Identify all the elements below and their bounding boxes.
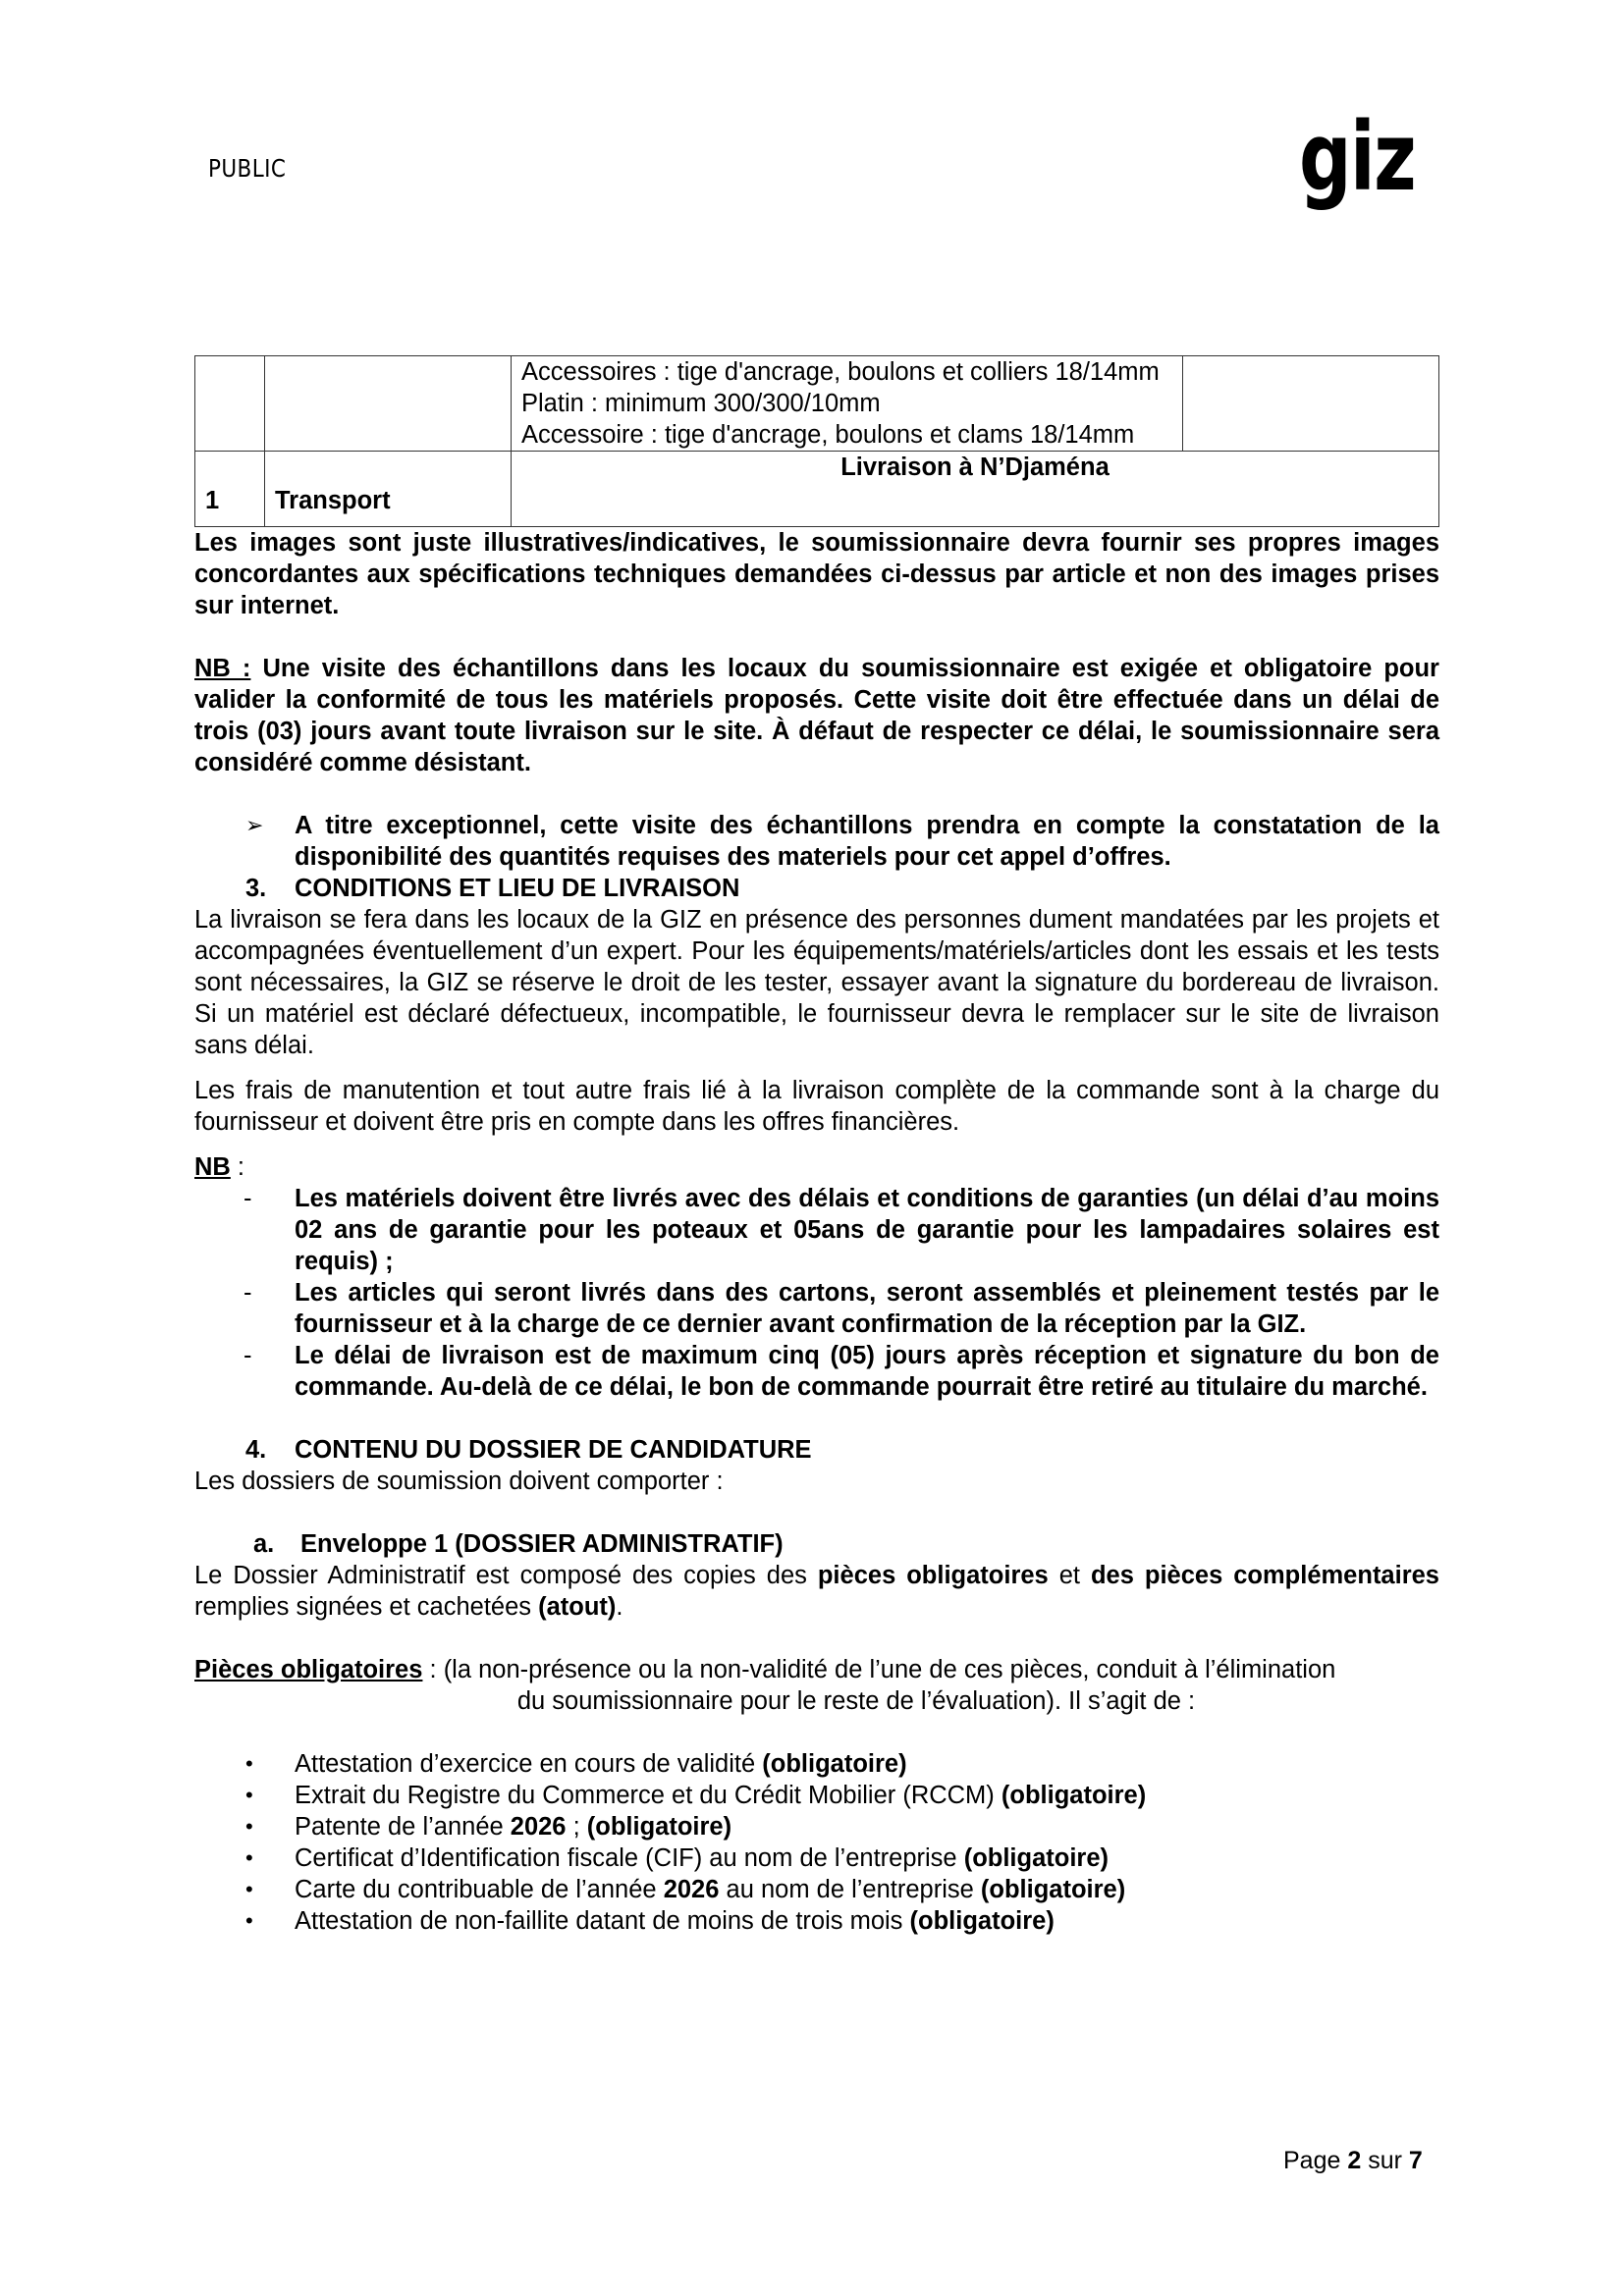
list-item bbox=[245, 1874, 1439, 1905]
page-separator: sur bbox=[1361, 2147, 1409, 2174]
text-run: Attestation d’exercice en cours de validité bbox=[295, 1750, 763, 1778]
required-documents-list bbox=[194, 1748, 1439, 1937]
nb-colon: : bbox=[230, 1153, 245, 1181]
text-run-bold: (obligatoire) bbox=[909, 1907, 1055, 1935]
section-title: CONDITIONS ET LIEU DE LIVRAISON bbox=[295, 875, 740, 902]
bullet-icon: • bbox=[245, 1783, 253, 1807]
text-run-bold: (obligatoire) bbox=[1001, 1782, 1147, 1809]
required-continuation: du soumissionnaire pour le reste de l’évaluation). Il s’agit de : bbox=[516, 1687, 1196, 1715]
document-body bbox=[194, 355, 1439, 1937]
bullet-icon: • bbox=[245, 1814, 253, 1839]
exception-item bbox=[245, 810, 1439, 873]
list-item bbox=[245, 1748, 1439, 1780]
transport-item: Transport bbox=[265, 452, 512, 527]
text-run-bold: (obligatoire) bbox=[963, 1844, 1110, 1872]
total-pages: 7 bbox=[1408, 2147, 1423, 2174]
text-run-bold: (obligatoire) bbox=[586, 1813, 732, 1841]
list-item bbox=[245, 1905, 1439, 1937]
current-page: 2 bbox=[1347, 2147, 1362, 2174]
section-title: CONTENU DU DOSSIER DE CANDIDATURE bbox=[295, 1436, 812, 1464]
nb-visit-paragraph bbox=[194, 653, 1439, 778]
table-row bbox=[195, 356, 1439, 452]
envelope-1-description bbox=[194, 1560, 1439, 1623]
page-number bbox=[1283, 2147, 1423, 2175]
dash-bullet: - bbox=[244, 1185, 252, 1212]
sub-section-number: a. bbox=[253, 1530, 275, 1558]
list-item-text: Les articles qui seront livrés dans des cartons, seront assemblés et pleinement testés par le fournisseur et à la charge de ce dernier avant confirmation de la réception par la GIZ. bbox=[295, 1279, 1439, 1338]
text-run: . bbox=[616, 1593, 623, 1621]
section-number: 4. bbox=[245, 1436, 267, 1464]
section-number: 3. bbox=[245, 875, 267, 902]
list-item bbox=[245, 1842, 1439, 1874]
text-run: et bbox=[1048, 1562, 1091, 1589]
text-run: remplies signées et cachetées bbox=[194, 1593, 539, 1621]
required-label: Pièces obligatoires bbox=[194, 1656, 423, 1683]
classification-label: PUBLIC bbox=[208, 154, 287, 183]
required-documents-intro bbox=[194, 1654, 1439, 1717]
dash-bullet: - bbox=[244, 1279, 252, 1307]
text-run-bold: (obligatoire) bbox=[762, 1750, 907, 1778]
text-run-bold: pièces obligatoires bbox=[817, 1562, 1049, 1589]
giz-logo: giz bbox=[1299, 102, 1416, 212]
sub-section-title: Enveloppe 1 (DOSSIER ADMINISTRATIF) bbox=[300, 1530, 784, 1558]
nb-delivery-label bbox=[194, 1151, 1439, 1183]
list-item-text bbox=[295, 1905, 1439, 1937]
table-cell-extra bbox=[1183, 356, 1439, 452]
list-item bbox=[245, 1811, 1439, 1842]
required-text: : (la non-présence ou la non-validité de l’une de ces pièces, conduit à l’élimination bbox=[422, 1656, 1336, 1683]
text-run: Attestation de non-faillite datant de moins de trois mois bbox=[295, 1907, 910, 1935]
text-run: Certificat d’Identification fiscale (CIF) au nom de l’entreprise bbox=[295, 1844, 964, 1872]
spec-line: Platin : minimum 300/300/10mm bbox=[521, 390, 881, 417]
text-run-bold: (atout) bbox=[538, 1593, 617, 1621]
text-run: Le Dossier Administratif est composé des copies des bbox=[194, 1562, 818, 1589]
spec-line: Accessoires : tige d'ancrage, boulons et colliers 18/14mm bbox=[521, 358, 1160, 386]
text-run-bold: 2026 bbox=[663, 1876, 720, 1903]
images-note: Les images sont juste illustratives/indicatives, le soumissionnaire devra fournir ses propres images concordantes aux spécifications techniques demandées ci-dessus par article et non des images prises sur internet. bbox=[194, 529, 1439, 619]
text-run: Carte du contribuable de l’année bbox=[295, 1876, 664, 1903]
list-item-text bbox=[295, 1874, 1439, 1905]
exception-text: A titre exceptionnel, cette visite des échantillons prendra en compte la constatation de la disponibilité des quantités requises des materiels pour cet appel d’offres. bbox=[295, 812, 1439, 871]
text-run-bold: 2026 bbox=[510, 1813, 567, 1841]
table-cell-number bbox=[195, 356, 265, 452]
bullet-icon: • bbox=[245, 1877, 253, 1901]
list-item bbox=[244, 1340, 1439, 1403]
list-item bbox=[245, 1780, 1439, 1811]
envelope-1-heading bbox=[253, 1528, 1439, 1560]
list-item-text bbox=[295, 1748, 1439, 1780]
handling-fees-paragraph: Les frais de manutention et tout autre frais lié à la livraison complète de la commande sont à la charge du fournisseur et doivent être pris en compte dans les offres financières. bbox=[194, 1077, 1439, 1136]
dash-bullet: - bbox=[244, 1342, 252, 1369]
list-item-text: Les matériels doivent être livrés avec des délais et conditions de garanties (un délai d’au moins 02 ans de garantie pour les poteaux et 05ans de garantie pour les lampadaires solaires est requis) ; bbox=[295, 1185, 1439, 1275]
list-item-text bbox=[295, 1842, 1439, 1874]
list-item-text bbox=[295, 1780, 1439, 1811]
list-item-text bbox=[295, 1811, 1439, 1842]
nb-delivery-list bbox=[194, 1183, 1439, 1403]
arrow-bullet-icon: ➢ bbox=[245, 813, 264, 837]
table-cell-item bbox=[265, 356, 512, 452]
text-run: ; bbox=[566, 1813, 587, 1841]
list-item bbox=[244, 1277, 1439, 1340]
delivery-paragraph: La livraison se fera dans les locaux de la GIZ en présence des personnes dument mandatées par les projets et accompagnées éventuellement d’un expert. Pour les équipements/matériels/articles dont les essais et les tests sont nécessaires, la GIZ se réserve le droit de les tester, essayer avant la signature du bordereau de livraison. Si un matériel est déclaré défectueux, incompatible, le fournisseur devra le remplacer sur le site de livraison sans délai. bbox=[194, 906, 1439, 1059]
page-prefix: Page bbox=[1283, 2147, 1348, 2174]
text-run: Extrait du Registre du Commerce et du Crédit Mobilier (RCCM) bbox=[295, 1782, 1001, 1809]
spec-line: Accessoire : tige d'ancrage, boulons et clams 18/14mm bbox=[521, 421, 1135, 449]
bullet-icon: • bbox=[245, 1751, 253, 1776]
text-run: au nom de l’entreprise bbox=[719, 1876, 981, 1903]
bullet-icon: • bbox=[245, 1845, 253, 1870]
transport-description: Livraison à N’Djaména bbox=[512, 452, 1439, 527]
nb-label: NB : bbox=[194, 655, 251, 682]
text-run-bold: des pièces complémentaires bbox=[1090, 1562, 1439, 1589]
list-item-text: Le délai de livraison est de maximum cinq (05) jours après réception et signature du bon de commande. Au-delà de ce délai, le bon de commande pourrait être retiré au titulaire du marché. bbox=[295, 1342, 1439, 1401]
section-4-heading bbox=[245, 1434, 1439, 1466]
nb-visit-text: Une visite des échantillons dans les locaux du soumissionnaire est exigée et obligatoire pour valider la conformité de tous les matériels proposés. Cette visite doit être effectuée dans un délai de trois (03) jours avant toute livraison sur le site. À défaut de respecter ce délai, le soumissionnaire sera considéré comme désistant. bbox=[194, 655, 1439, 776]
transport-number: 1 bbox=[195, 452, 265, 527]
spec-table bbox=[194, 355, 1439, 527]
section-3-heading bbox=[245, 873, 1439, 904]
bullet-icon: • bbox=[245, 1908, 253, 1933]
section-4-intro: Les dossiers de soumission doivent comporter : bbox=[194, 1468, 724, 1495]
table-row-transport bbox=[195, 452, 1439, 527]
table-cell-specs bbox=[512, 356, 1183, 452]
list-item bbox=[244, 1183, 1439, 1277]
text-run-bold: (obligatoire) bbox=[980, 1876, 1126, 1903]
text-run: Patente de l’année bbox=[295, 1813, 511, 1841]
nb-label: NB bbox=[194, 1153, 231, 1181]
